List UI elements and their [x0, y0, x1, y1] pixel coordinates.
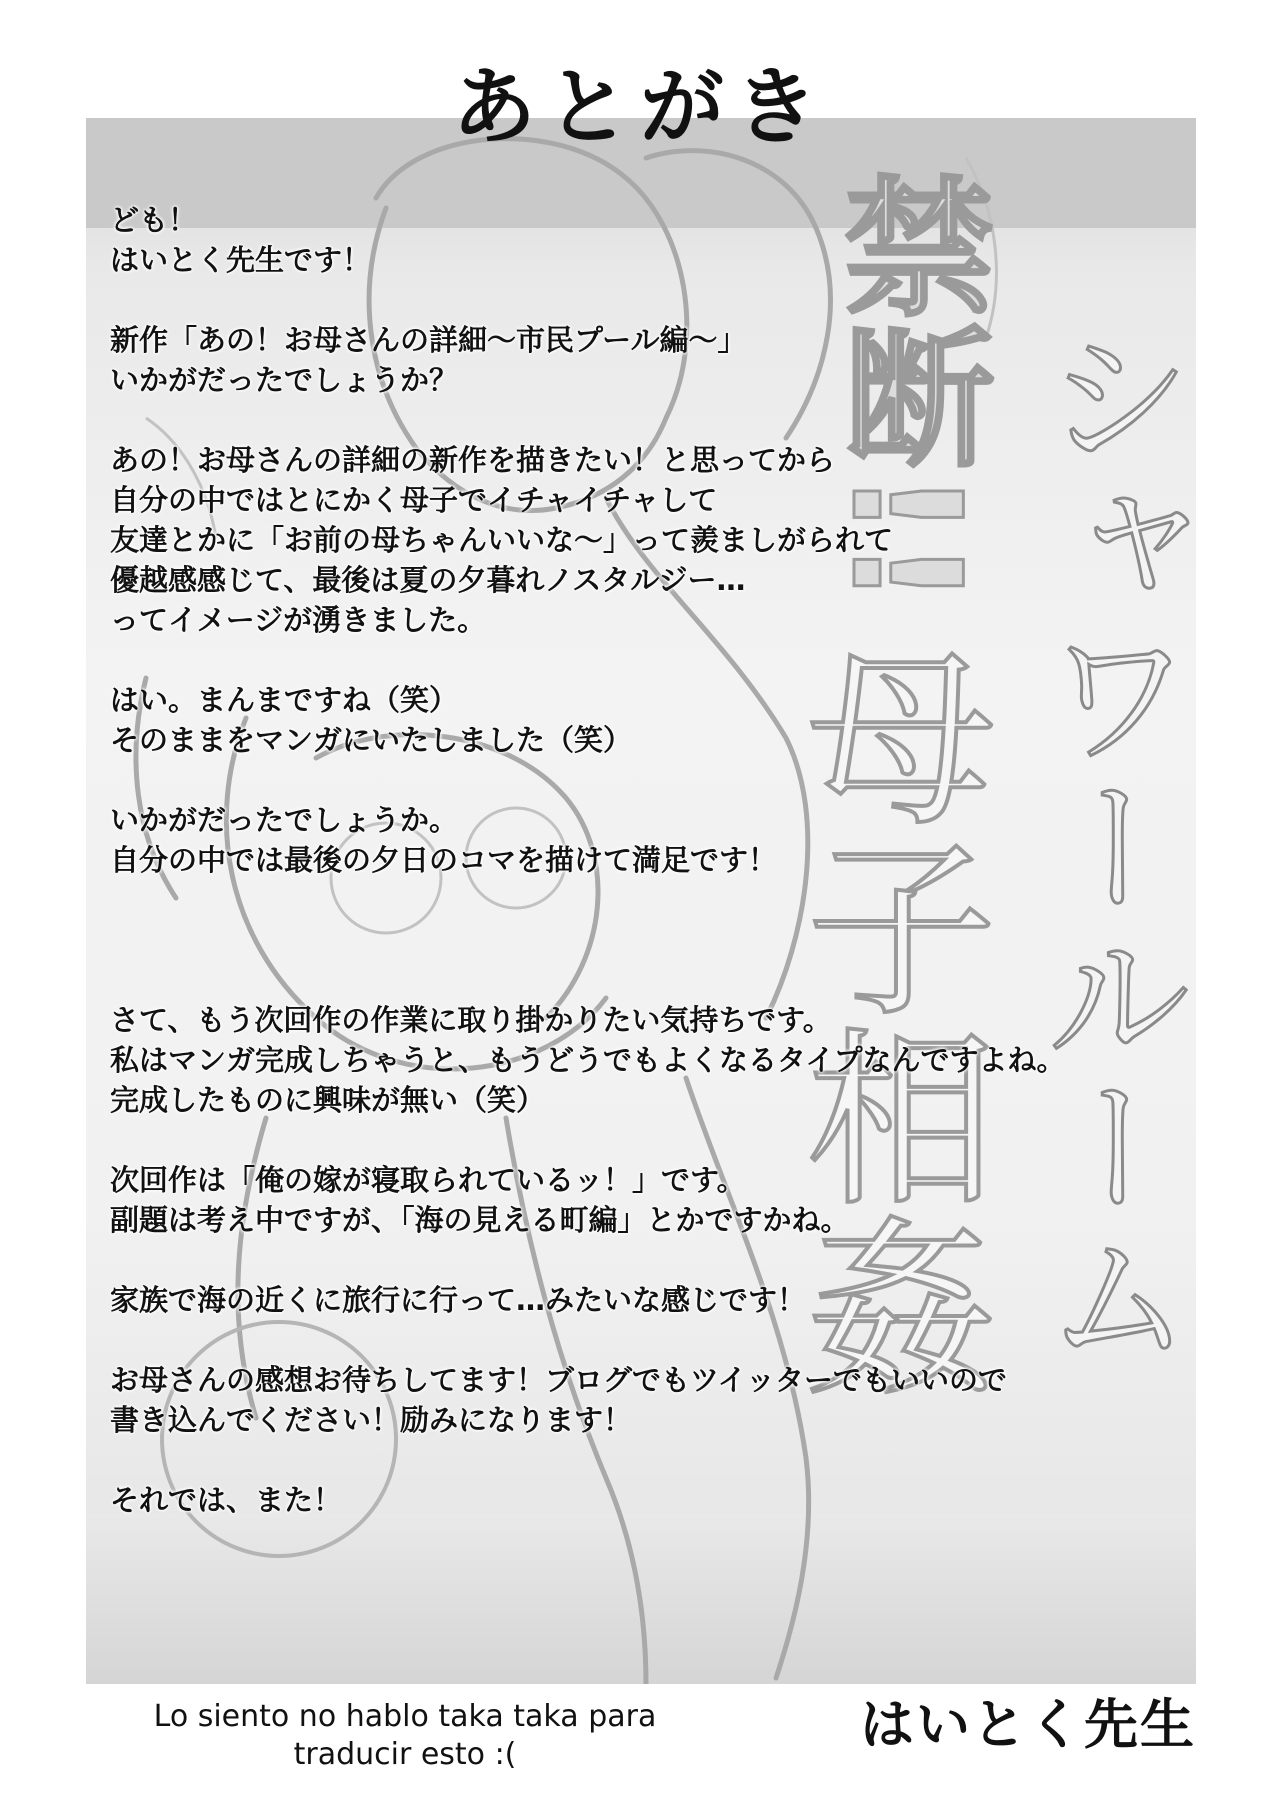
body-line: はい。まんまですね（笑） — [110, 683, 459, 717]
author-signature: はいとく先生 — [860, 1693, 1196, 1756]
body-line: 書き込んでください！励みになります！ — [110, 1403, 633, 1437]
body-line: そのままをマンガにいたしました（笑） — [110, 723, 633, 757]
body-line: ども！ — [110, 203, 198, 237]
translator-note-line: Lo siento no hablo taka taka para — [153, 1699, 657, 1734]
body-line: 家族で海の近くに旅行に行って…みたいな感じです！ — [110, 1283, 807, 1317]
title-banner-text-1: 禁断!! — [818, 170, 992, 607]
body-line: 副題は考え中ですが、「海の見える町編」とかですかね。 — [110, 1203, 850, 1237]
body-line: さて、もう次回作の作業に取り掛かりたい気持ちです。 — [110, 1003, 832, 1037]
body-line: 次回作は「俺の嫁が寝取られているッ！」です。 — [110, 1163, 746, 1197]
body-line: いかがだったでしょうか？ — [110, 363, 459, 397]
body-line: ってイメージが湧きました。 — [110, 603, 487, 637]
body-line: それでは、また！ — [110, 1483, 343, 1517]
afterword-body — [110, 200, 1230, 1520]
page-title: あとがき — [451, 58, 828, 156]
translator-note-line: traducir esto :( — [293, 1737, 517, 1772]
title-banner-text-3: 母子相姦 — [775, 640, 996, 1400]
body-line: 完成したものに興味が無い（笑） — [110, 1083, 546, 1117]
body-line: お母さんの感想お待ちしてます！ブログでもツイッターでもいいので — [110, 1363, 1007, 1397]
title-banner-text-2: シャワールーム — [1018, 320, 1192, 1370]
body-line: 自分の中ではとにかく母子でイチャイチャして — [110, 483, 718, 517]
body-line: いかがだったでしょうか。 — [110, 803, 459, 837]
body-line: 優越感感じて、最後は夏の夕暮れノスタルジー… — [110, 563, 746, 597]
body-line: 新作「あの！お母さんの詳細〜市民プール編〜」 — [110, 323, 747, 357]
body-line: はいとく先生です！ — [110, 243, 372, 277]
body-line: 友達とかに「お前の母ちゃんいいな〜」って羨ましがられて — [110, 523, 894, 557]
translator-note — [110, 1698, 700, 1774]
body-line: 自分の中では最後の夕日のコマを描けて満足です！ — [110, 843, 778, 877]
body-line: 私はマンガ完成しちゃうと、もうどうでもよくなるタイプなんですよね。 — [110, 1043, 1066, 1077]
body-line: あの！お母さんの詳細の新作を描きたい！と思ってから — [110, 443, 836, 477]
